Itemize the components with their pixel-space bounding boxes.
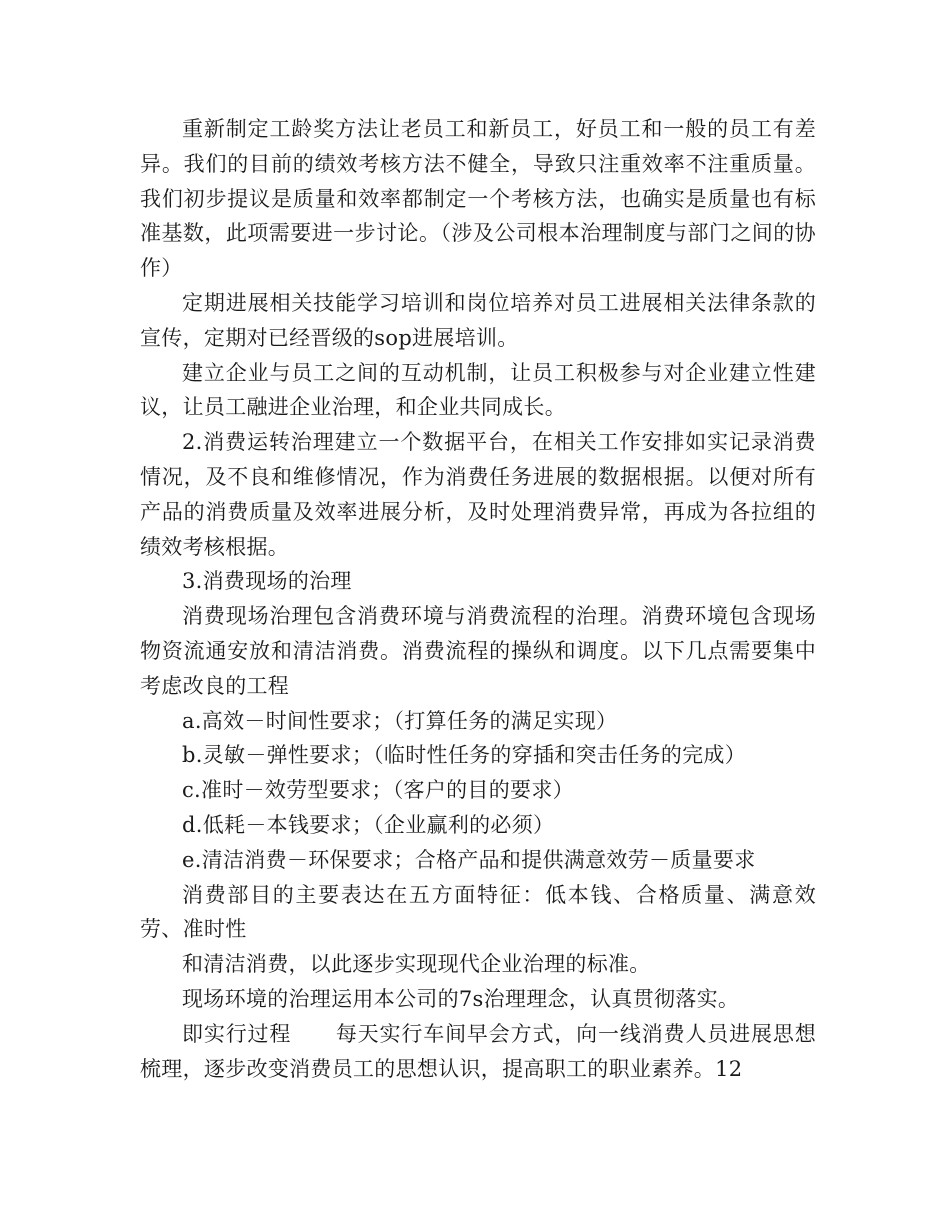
paragraph: 消费现场治理包含消费环境与消费流程的治理。消费环境包含现场物资流通安放和清洁消费。消费流程的操纵和调度。以下几点需要集中考虑改良的工程 (140, 604, 816, 698)
paragraph: 建立企业与员工之间的互动机制，让员工积极参与对企业建立性建议，让员工融进企业治理，和企业共同成长。 (140, 360, 816, 420)
paragraph-body: 每天实行车间早会方式，向一线消费人员进展思想梳理，逐步改变消费员工的思想认识，提高职工的职业素养。12 (140, 1021, 816, 1081)
section-heading: 3.消费现场的治理 (182, 569, 352, 594)
paragraph: 和清洁消费，以此逐步实现现代企业治理的标准。 (182, 952, 651, 977)
paragraph: 重新制定工龄奖方法让老员工和新员工，好员工和一般的员工有差异。我们的目前的绩效考核方法不健全，导致只注重效率不注重质量。我们初步提议是质量和效率都制定一个考核方法，也确实是质量也有标准基数，此项需要进一步讨论。（涉及公司根本治理制度与部门之间的协作） (140, 117, 816, 281)
document-body (140, 112, 816, 1086)
list-item: a.高效－时间性要求；（打算任务的满足实现） (182, 708, 618, 733)
paragraph-last (140, 1017, 816, 1087)
paragraph: 现场环境的治理运用本公司的7s治理理念，认真贯彻落实。 (182, 986, 740, 1011)
list-item: e.清洁消费－环保要求；合格产品和提供满意效劳－质量要求 (182, 847, 756, 872)
paragraph: 消费部目的主要表达在五方面特征：低本钱、合格质量、满意效劳、准时性 (140, 882, 816, 942)
paragraph: 定期进展相关技能学习培训和岗位培养对员工进展相关法律条款的宣传，定期对已经晋级的sop进展培训。 (140, 290, 816, 350)
list-item: d.低耗－本钱要求；（企业赢利的必须） (182, 812, 555, 837)
list-item: c.准时－效劳型要求；（客户的目的要求） (182, 778, 574, 803)
paragraph: 2.消费运转治理建立一个数据平台，在相关工作安排如实记录消费情况，及不良和维修情况，作为消费任务进展的数据根据。以便对所有产品的消费质量及效率进展分析，及时处理消费异常，再成为各拉组的绩效考核根据。 (140, 430, 816, 559)
paragraph-lead: 即实行过程 (182, 1021, 292, 1046)
list-item: b.灵敏－弹性要求；（临时性任务的穿插和突击任务的完成） (182, 743, 747, 768)
